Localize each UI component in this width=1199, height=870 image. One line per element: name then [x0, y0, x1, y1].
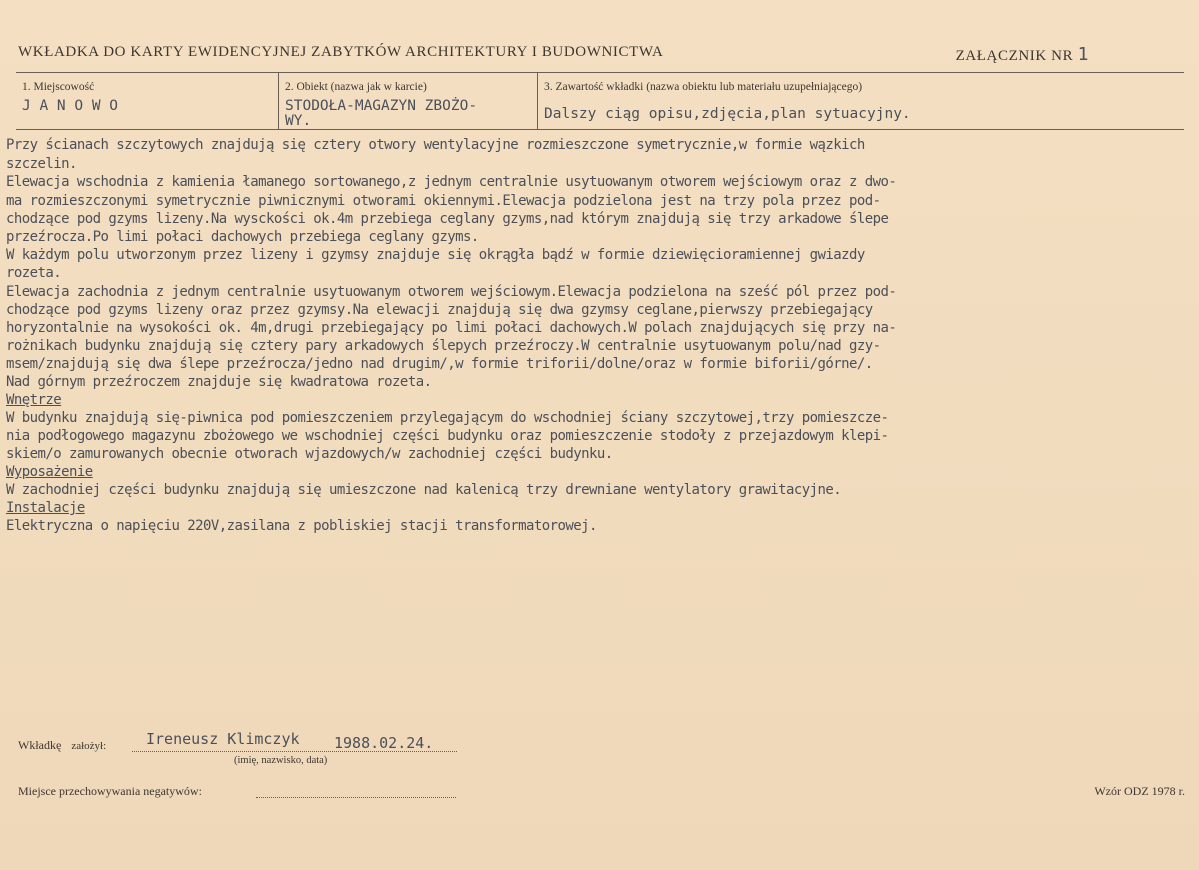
annex-number	[956, 44, 1089, 65]
description-text	[6, 136, 1192, 535]
annex-label: ZAŁĄCZNIK NR	[955, 48, 1078, 64]
text-line: msem/znajdują się dwa ślepe przeźrocza/jedno nad drugim/,w formie triforii/dolne/oraz w formie biforii/górne/.	[6, 356, 873, 372]
negatives-dotted-line	[256, 797, 456, 798]
text-line: W budynku znajdują się-piwnica pod pomieszczeniem przylegającym do wschodniej ściany szczytowej,trzy pomieszcze-	[6, 410, 889, 426]
insert-created-row	[18, 738, 106, 753]
section-heading: Wyposażenie	[6, 464, 93, 480]
text-line: horyzontalnie na wysokości ok. 4m,drugi przebiegający po limi połaci dachowych.W polach znajdujących się przy na-	[6, 320, 897, 336]
text-line: W zachodniej części budynku znajdują się umieszczone nad kalenicą trzy drewniane wentylatory grawitacyjne.	[6, 482, 842, 498]
card-title: WKŁADKA DO KARTY EWIDENCYJNEJ ZABYTKÓW ARCHITEKTURY I BUDOWNICTWA	[18, 44, 664, 60]
text-line: Elewacja wschodnia z kamienia łamanego sortowanego,z jednym centralnie usytuowanym otworem wejściowym oraz z dwo-	[6, 174, 897, 190]
text-line: rożnikach budynku znajdują się cztery pary arkadowych ślepych przeźroczy.W centralnie usytuowanym polu/nad gzy-	[6, 338, 881, 354]
text-line: ma rozmieszczonymi symetrycznie piwnicznymi otworami okiennymi.Elewacja podzielona jest na trzy pola przez pod-	[6, 193, 881, 209]
text-line: Przy ścianach szczytowych znajdują się cztery otwory wentylacyjne rozmieszczone symetrycznie,w formie wązkich	[6, 137, 865, 153]
place-label: 1. Miejscowość	[22, 81, 95, 93]
form-pattern: Wzór ODZ 1978 r.	[1094, 784, 1185, 798]
field-object	[279, 73, 538, 129]
place-value: J A N O W O	[22, 98, 119, 114]
text-line: szczelin.	[6, 156, 77, 172]
created-label: założył:	[71, 740, 107, 752]
text-line: Elewacja zachodnia z jednym centralnie usytuowanym otworem wejściowym.Elewacja podzielona na sześć pól przez pod-	[6, 284, 897, 300]
text-line: chodzące pod gzyms lizeny.Na wysckości ok.4m przebiega ceglany gzyms,nad którym znajdują się trzy arkadowe ślepe	[6, 211, 889, 227]
author-name: Ireneusz Klimczyk	[146, 730, 300, 748]
text-line: skiem/o zamurowanych obecnie otworach wjazdowych/w zachodniej części budynku.	[6, 446, 613, 462]
content-value: Dalszy ciąg opisu,zdjęcia,plan sytuacyjny.	[544, 106, 911, 122]
annex-number-value: 1	[1077, 44, 1089, 65]
text-line: Nad górnym przeźroczem znajduje się kwadratowa rozeta.	[6, 374, 432, 390]
text-line: nia podłogowego magazynu zbożowego we wschodniej części budynku oraz pomieszczenie stodoły z przejazdowym klepi-	[6, 428, 889, 444]
text-line: przeźrocza.Po limi połaci dachowych przebiega ceglany gzyms.	[6, 229, 479, 245]
object-label: 2. Obiekt (nazwa jak w karcie)	[285, 81, 427, 93]
section-heading: Instalacje	[6, 500, 85, 516]
insert-label: Wkładkę	[18, 738, 62, 752]
negatives-label: Miejsce przechowywania negatywów:	[18, 784, 202, 798]
field-place	[16, 73, 279, 129]
signature-caption: (imię, nazwisko, data)	[234, 755, 328, 766]
created-date: 1988.02.24.	[334, 734, 434, 752]
object-value: STODOŁA-MAGAZYN ZBOŻO- WY.	[285, 98, 478, 129]
text-line: rozeta.	[6, 265, 62, 281]
field-content	[538, 73, 1184, 129]
section-heading: Wnętrze	[6, 392, 62, 408]
content-label: 3. Zawartość wkładki (nazwa obiektu lub materiału uzupełniającego)	[544, 81, 863, 93]
text-line: W każdym polu utworzonym przez lizeny i gzymsy znajduje się okrągła bądź w formie dziewięcioramiennej gwiazdy	[6, 247, 865, 263]
text-line: Elektryczna o napięciu 220V,zasilana z pobliskiej stacji transformatorowej.	[6, 518, 597, 534]
header-fields	[16, 72, 1184, 130]
text-line: chodzące pod gzyms lizeny oraz przez gzymsy.Na elewacji znajdują się dwa gzymsy ceglane,pierwszy przebiegający	[6, 302, 873, 318]
